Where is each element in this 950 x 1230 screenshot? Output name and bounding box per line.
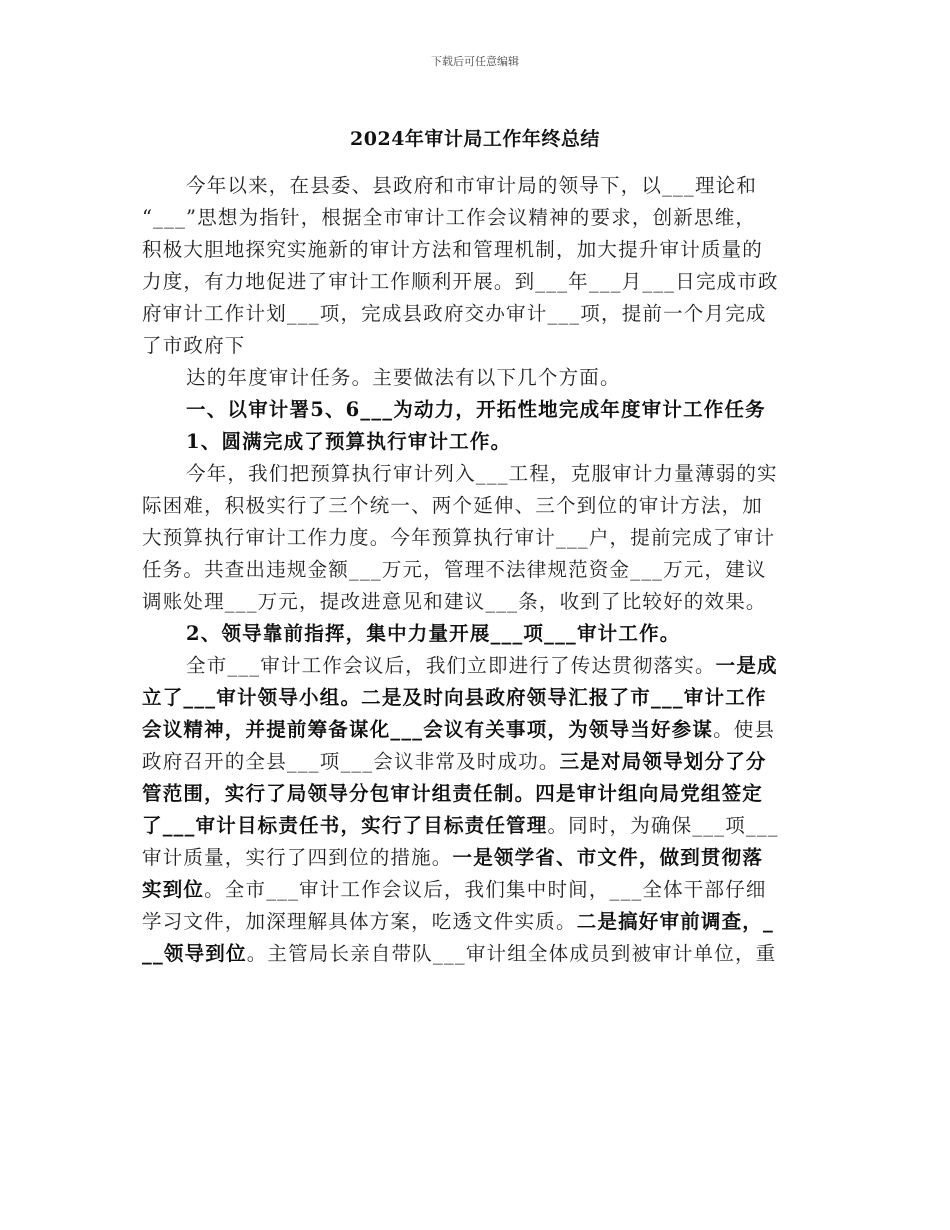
paragraph-line: 任务。共查出违规金额___万元，管理不法律规范资金___万元，建议 [142, 558, 767, 581]
paragraph-line: 今年，我们把预算执行审计列入___工程，克服审计力量薄弱的实 [186, 462, 778, 485]
text-run: 审计质量，实行了四到位的措施。 [142, 846, 453, 869]
paragraph-line [142, 906, 810, 938]
bold-text-run: 了___审计目标责任书，实行了目标责任管理 [142, 814, 548, 837]
paragraph-line: 达的年度审计任务。主要做法有以下几个方面。 [186, 366, 621, 389]
section-heading-line: 1、圆满完成了预算执行审计工作。 [186, 430, 512, 453]
bold-text-run: 管范围，实行了局领导分包审计组责任制。四是审计组向局党组签定 [142, 782, 764, 805]
document-body [142, 170, 810, 970]
paragraph-line [142, 778, 810, 810]
paragraph-line: 大预算执行审计工作力度。今年预算执行审计___户，提前完成了审计 [142, 526, 776, 549]
text-run: 。使县 [713, 718, 776, 741]
paragraph-line [142, 938, 810, 970]
text-run: 政府召开的全县___项___会议非常及时成功。 [142, 750, 560, 773]
bold-text-run: 一是领学省、市文件，做到贯彻落 [452, 846, 764, 869]
header-note: 下载后可任意编辑 [431, 55, 519, 68]
paragraph-line [142, 682, 810, 714]
section-heading-line: 一、以审计署5、6___为动力，开拓性地完成年度审计工作任务 [186, 398, 766, 421]
paragraph-line [142, 650, 810, 682]
paragraph-line: 府审计工作计划___项，完成县政府交办审计___项，提前一个月完成 [142, 302, 767, 325]
text-run: 。主管局长亲自带队___审计组全体成员到被审计单位，重 [246, 942, 777, 965]
bold-text-run: 立了___审计领导小组。二是及时向县政府领导汇报了市___审计工作 [142, 686, 767, 709]
paragraph-line [142, 842, 810, 874]
text-run: 全市___审计工作会议后，我们立即进行了传达贯彻落实。 [186, 654, 716, 677]
paragraph-line: 今年以来，在县委、县政府和市审计局的领导下，以___理论和 [186, 174, 758, 197]
bold-text-run: 一是成 [715, 654, 778, 677]
paragraph-line: 际困难，积极实行了三个统一、两个延伸、三个到位的审计方法，加 [142, 494, 764, 517]
bold-text-run: 二是搞好审前调查，_ [576, 910, 774, 933]
bold-text-run: __领导到位 [142, 942, 247, 965]
text-run: 学习文件，加深理解具体方案，吃透文件实质。 [142, 910, 577, 933]
paragraph-line: “___”思想为指针，根据全市审计工作会议精神的要求，创新思维， [142, 206, 757, 229]
text-run: 。全市___审计工作会议后，我们集中时间，___全体干部仔细 [204, 878, 767, 901]
paragraph-line [142, 810, 810, 842]
bold-text-run: 实到位 [142, 878, 205, 901]
paragraph-line: 了市政府下 [142, 334, 246, 357]
paragraph-line: 调账处理___万元，提改进意见和建议___条，收到了比较好的效果。 [142, 590, 767, 613]
text-run: 。同时，为确保___项___ [547, 814, 779, 837]
paragraph-line: 力度，有力地促进了审计工作顺利开展。到___年___月___日完成市政 [142, 270, 779, 293]
paragraph-line [142, 714, 810, 746]
paragraph-line: 积极大胆地探究实施新的审计方法和管理机制，加大提升审计质量的 [142, 238, 764, 261]
paragraph-line [142, 874, 810, 906]
bold-text-run: 三是对局领导划分了分 [559, 750, 767, 773]
document-title: 2024年审计局工作年终总结 [350, 128, 600, 150]
paragraph-line [142, 746, 810, 778]
section-heading-line: 2、领导靠前指挥，集中力量开展___项___审计工作。 [186, 622, 681, 645]
bold-text-run: 会议精神，并提前筹备谋化___会议有关事项，为领导当好参谋 [142, 718, 714, 741]
